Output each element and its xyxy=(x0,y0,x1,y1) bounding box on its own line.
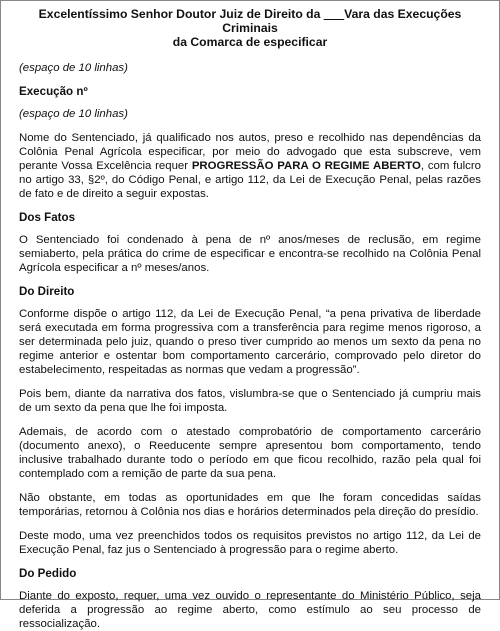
fatos-heading: Dos Fatos xyxy=(19,211,76,224)
execucao-heading: Execução nº xyxy=(19,85,88,98)
intro-bold-request: PROGRESSÃO PARA O REGIME ABERTO xyxy=(191,160,421,172)
header-line-1-start: Excelentíssimo Senhor Doutor Juiz de Direito da xyxy=(38,7,324,21)
intro-paragraph xyxy=(19,131,481,201)
space-note-2: (espaço de 10 linhas) xyxy=(19,108,128,120)
intro-text-end: , com fulcro no artigo 33, §2º, do Código Penal, e artigo 112, da Lei de Execução Penal, pelas razões de fato e de direito a seguir expostas. xyxy=(19,160,481,200)
header-blank-field: ___ xyxy=(323,7,345,21)
header-line-2: da Comarca de especificar xyxy=(172,35,328,49)
pedido-heading: Do Pedido xyxy=(19,567,77,580)
direito-heading: Do Direito xyxy=(19,285,75,298)
direito-paragraph-3: Ademais, de acordo com o atestado comprobatório de comportamento carcerário (documento anexo), o Reeducente sempre apresentou bom comportamento, tendo inclusive trabalhado durante todo o período em que ficou recolhido, razão pela qual foi contemplado com a remição de parte da sua pena. xyxy=(19,426,481,480)
direito-paragraph-1: Conforme dispõe o artigo 112, da Lei de Execução Penal, “a pena privativa de liberdade será executada em forma progressiva com a transferência para regime menos rigoroso, a ser determinada pelo juiz, quando o preso tiver cumprido ao menos um sexto da pena no regime anterior e ostentar bom comportamento carcerário, comprovado pelo diretor do estabelecimento, respeitadas as normas que vedam a progressão”. xyxy=(19,308,481,376)
header-line-1 xyxy=(19,7,481,35)
direito-paragraph-5: Deste modo, uma vez preenchidos todos os requisitos previstos no artigo 112, da Lei de Execução Penal, faz jus o Sentenciado à progressão para o regime aberto. xyxy=(19,530,481,556)
header-line-1-end: Vara das Execuções Criminais xyxy=(222,7,462,35)
direito-paragraph-4: Não obstante, em todas as oportunidades em que lhe foram concedidas saídas temporárias, retornou à Colônia nos dias e horários determinados pela direção do presídio. xyxy=(19,492,481,518)
space-note-1: (espaço de 10 linhas) xyxy=(19,62,128,74)
pedido-paragraph: Diante do exposto, requer, uma vez ouvido o representante do Ministério Público, seja deferida a progressão ao regime aberto, como estímulo ao seu processo de ressocialização. xyxy=(19,590,481,630)
fatos-paragraph: O Sentenciado foi condenado à pena de nº anos/meses de reclusão, em regime semiaberto, pela prática do crime de especificar e encontra-se recolhido na Colônia Penal Agrícola especificar a nº meses/anos. xyxy=(19,234,481,274)
direito-paragraph-2: Pois bem, diante da narrativa dos fatos, vislumbra-se que o Sentenciado já cumpriu mais de um sexto da pena que lhe foi imposta. xyxy=(19,388,481,414)
intro-text-start: Nome do Sentenciado, já qualificado nos autos, preso e recolhido nas dependências da Colônia Penal Agrícola especificar, por meio do advogado que esta subscreve, vem perante Vossa Excelência requer xyxy=(19,132,481,172)
document-header xyxy=(19,7,481,49)
